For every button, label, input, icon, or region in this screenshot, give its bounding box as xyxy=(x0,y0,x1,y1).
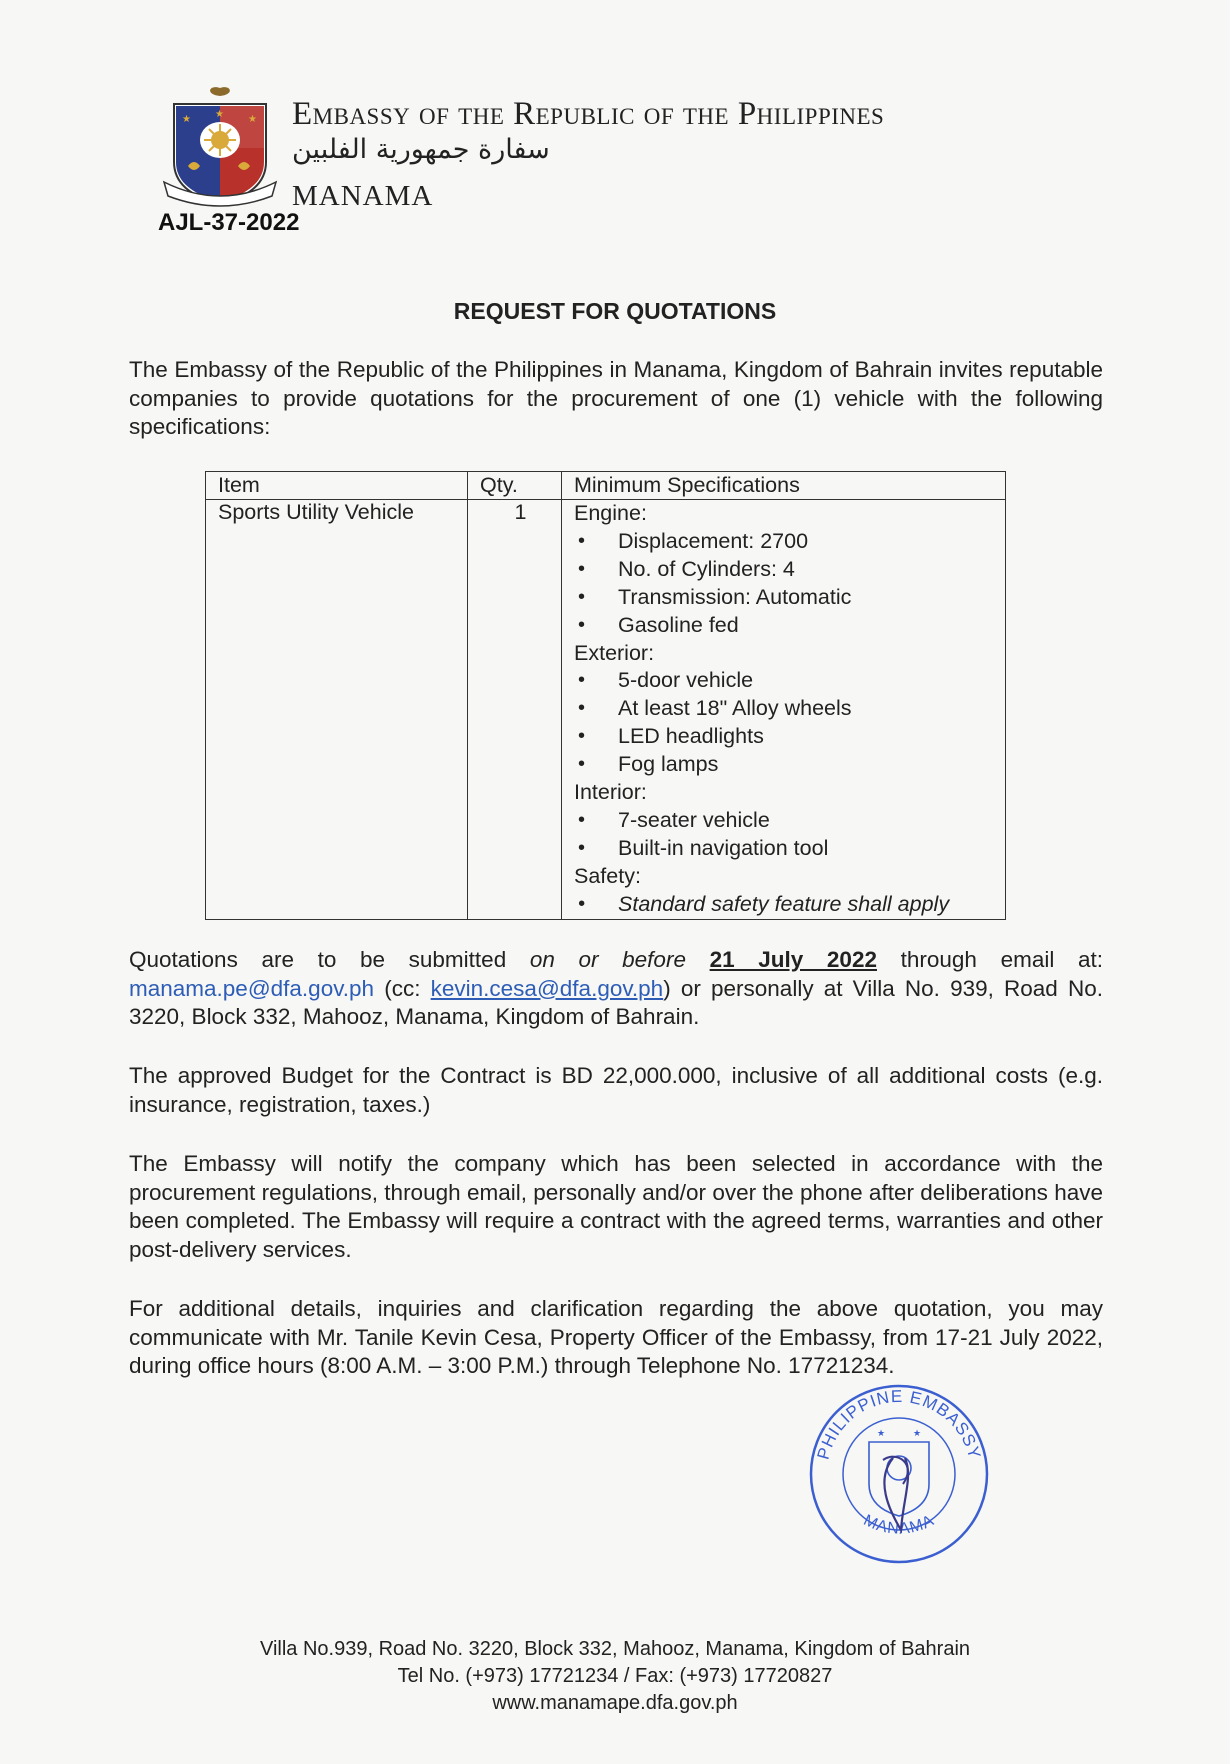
submission-paragraph xyxy=(129,946,1103,1032)
submission-text: through email at: xyxy=(900,947,1103,972)
table-row xyxy=(206,500,1006,920)
contact-paragraph: For additional details, inquiries and clarification regarding the above quotation, you may communicate with Mr. Tanile Kevin Cesa, Property Officer of the Embassy, from 17-21 July 2022, during office hours (8:00 A.M. – 3:00 P.M.) through Telephone No. 17721234. xyxy=(129,1296,1103,1378)
item-cell: Sports Utility Vehicle xyxy=(206,500,468,920)
intro-paragraph: The Embassy of the Republic of the Philippines in Manama, Kingdom of Bahrain invites reputable companies to provide quotations for the procurement of one (1) vehicle with the following specifications: xyxy=(129,357,1103,439)
submission-emphasis: on or before xyxy=(529,947,686,972)
embassy-name-english: Embassy of the Republic of the Philippines xyxy=(292,96,885,132)
submission-deadline: 21 July 2022 xyxy=(709,947,877,972)
header-qty: Qty. xyxy=(468,472,562,500)
qty-cell: 1 xyxy=(468,500,562,920)
spec-group-label: Engine: xyxy=(574,501,647,525)
list-item: • Standard safety feature shall apply xyxy=(574,891,1005,919)
submission-text: ) or personally at Villa No. 939, Road No. 3220, Block 332, Mahooz, Manama, Kingdom of Bahrain. xyxy=(129,975,1103,1029)
list-item: • 5-door vehicle xyxy=(574,667,1005,695)
spec-group-label: Safety: xyxy=(574,863,641,888)
specifications-table xyxy=(205,471,1006,920)
reference-number: AJL-37-2022 xyxy=(158,209,300,236)
spec-group-label: Interior: xyxy=(574,780,647,805)
list-item: • Displacement: 2700 xyxy=(574,528,1005,556)
table-header-row xyxy=(206,472,1006,500)
stamp-top-text: PHILIPPINE EMBASSY xyxy=(813,1386,985,1462)
embassy-name-arabic: سفارة جمهورية الفلبين xyxy=(292,134,550,165)
list-item: • No. of Cylinders: 4 xyxy=(574,556,1005,584)
svg-text:PHILIPPINE EMBASSY xyxy=(814,1387,985,1462)
list-item: • 7-seater vehicle xyxy=(574,807,1005,835)
embassy-stamp-icon xyxy=(805,1380,993,1568)
philippine-seal-icon xyxy=(160,82,280,212)
svg-text:★: ★ xyxy=(877,1428,886,1438)
footer-address: Villa No.939, Road No. 3220, Block 332, Mahooz, Manama, Kingdom of Bahrain xyxy=(259,1638,971,1660)
header-specifications: Minimum Specifications xyxy=(562,472,1006,500)
document-title: REQUEST FOR QUOTATIONS xyxy=(453,298,777,324)
svg-text:★: ★ xyxy=(215,109,224,120)
list-item: • Fog lamps xyxy=(574,751,1005,779)
footer-phone: Tel No. (+973) 17721234 / Fax: (+973) 17720827 xyxy=(397,1665,833,1687)
embassy-city: MANAMA xyxy=(292,180,434,212)
budget-paragraph: The approved Budget for the Contract is BD 22,000.000, inclusive of all additional costs (e.g. insurance, registration, taxes.) xyxy=(129,1063,1103,1117)
submission-text: (cc: xyxy=(384,975,421,1001)
email-link-main[interactable]: manama.pe@dfa.gov.ph xyxy=(129,975,375,1001)
footer-website[interactable]: www.manamape.dfa.gov.ph xyxy=(492,1692,738,1714)
svg-text:★: ★ xyxy=(248,114,257,125)
specifications-cell xyxy=(562,500,1006,920)
header-item: Item xyxy=(206,472,468,500)
spec-group-label: Exterior: xyxy=(574,640,655,665)
list-item: • Transmission: Automatic xyxy=(574,584,1005,612)
svg-text:★: ★ xyxy=(182,114,191,125)
list-item: • LED headlights xyxy=(574,723,1005,751)
email-link-cc[interactable]: kevin.cesa@dfa.gov.ph xyxy=(430,975,664,1001)
list-item: • Built-in navigation tool xyxy=(574,835,1005,863)
svg-text:★: ★ xyxy=(913,1428,922,1438)
stamp-bottom-text: MANAMA xyxy=(860,1511,938,1538)
notify-paragraph: The Embassy will notify the company which has been selected in accordance with the procurement regulations, through email, personally and/or over the phone after deliberations have been completed. The Embassy will require a contract with the agreed terms, warranties and other post-delivery services. xyxy=(129,1151,1103,1262)
list-item: • Gasoline fed xyxy=(574,612,1005,640)
submission-text: Quotations are to be submitted xyxy=(129,947,507,972)
list-item: • At least 18" Alloy wheels xyxy=(574,695,1005,723)
footer xyxy=(0,1636,1230,1717)
